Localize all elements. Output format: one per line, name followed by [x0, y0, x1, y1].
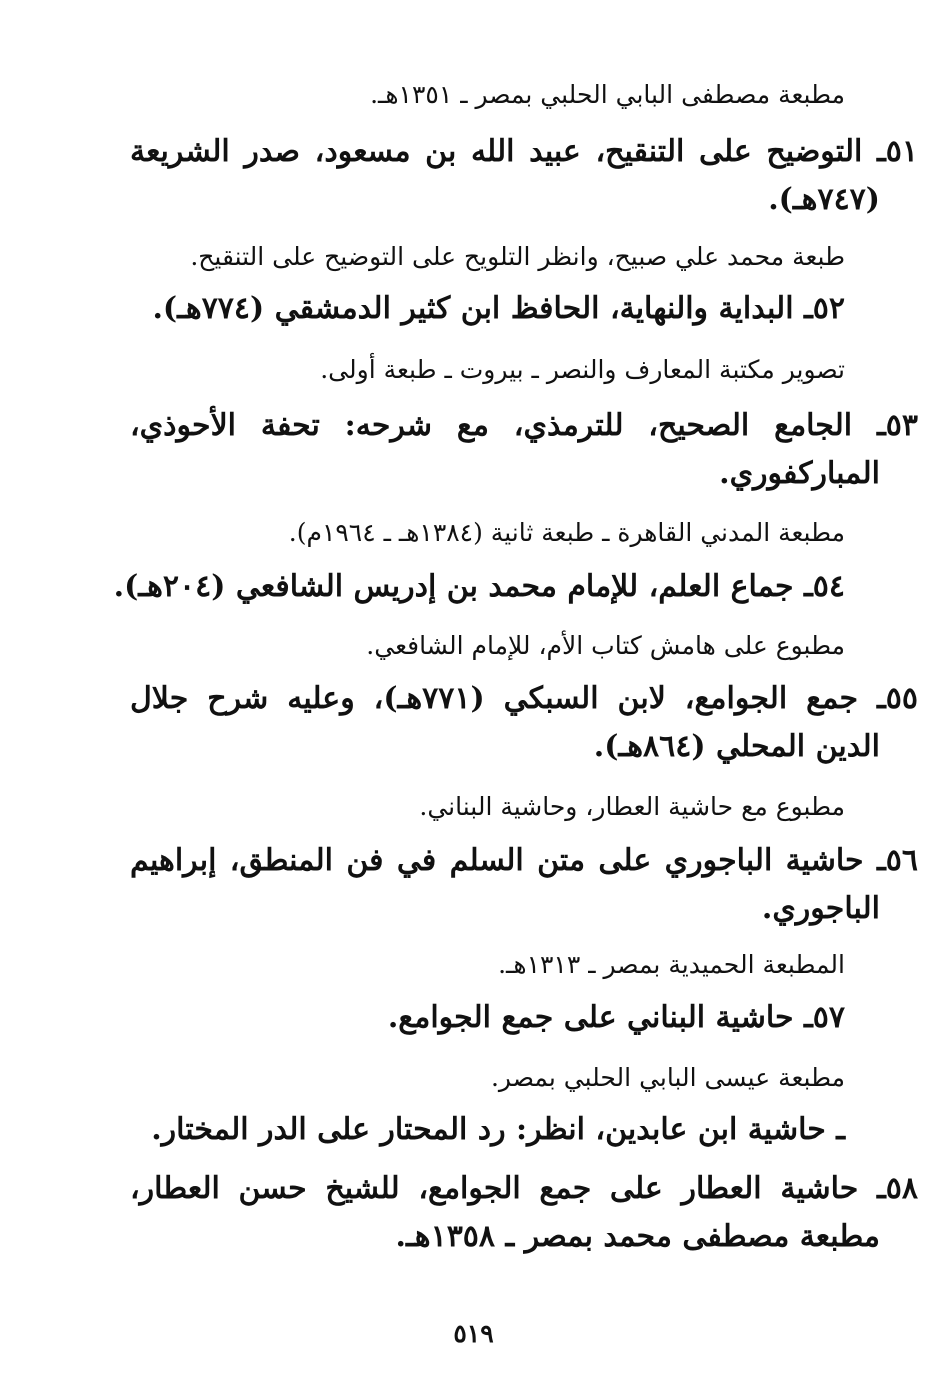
bibliography-entry-57: ٥٧ـ حاشية البناني على جمع الجوامع.	[387, 1000, 845, 1035]
cross-reference-entry: ـ حاشية ابن عابدين، انظر: رد المحتار على الدر المختار.	[151, 1112, 845, 1147]
bibliography-entry-58: ٥٨ـ حاشية العطار على جمع الجوامع، للشيخ حسن العطار، مطبعة مصطفى محمد بمصر ـ ١٣٥٨هـ.	[130, 1171, 918, 1254]
reference-note-54: مطبوع على هامش كتاب الأم، للإمام الشافعي.	[366, 631, 845, 660]
bibliography-entry-52: ٥٢ـ البداية والنهاية، الحافظ ابن كثير الدمشقي (٧٧٤هـ).	[152, 291, 845, 326]
bibliography-entry-54: ٥٤ـ جماع العلم، للإمام محمد بن إدريس الشافعي (٢٠٤هـ).	[113, 569, 845, 604]
bibliography-entry-53: ٥٣ـ الجامع الصحيح، للترمذي، مع شرحه: تحفة الأحوذي، المباركفوري.	[130, 408, 918, 491]
reference-note-50: مطبعة مصطفى البابي الحلبي بمصر ـ ١٣٥١هـ.	[370, 80, 845, 109]
bibliography-entry-51: ٥١ـ التوضيح على التنقيح، عبيد الله بن مسعود، صدر الشريعة (٧٤٧هـ).	[130, 134, 918, 217]
reference-note-53: مطبعة المدني القاهرة ـ طبعة ثانية (١٣٨٤هـ ـ ١٩٦٤م).	[288, 518, 845, 547]
reference-note-56: المطبعة الحميدية بمصر ـ ١٣١٣هـ.	[498, 950, 845, 979]
bibliography-entry-55: ٥٥ـ جمع الجوامع، لابن السبكي (٧٧١هـ)، وعليه شرح جلال الدين المحلي (٨٦٤هـ).	[130, 681, 918, 764]
page-number: ٥١٩	[453, 1319, 494, 1348]
reference-note-51: طبعة محمد علي صبيح، وانظر التلويح على التوضيح على التنقيح.	[190, 242, 845, 271]
reference-note-52: تصوير مكتبة المعارف والنصر ـ بيروت ـ طبعة أولى.	[320, 355, 845, 384]
reference-note-55: مطبوع مع حاشية العطار، وحاشية البناني.	[419, 792, 845, 821]
bibliography-entry-56: ٥٦ـ حاشية الباجوري على متن السلم في فن المنطق، إبراهيم الباجوري.	[130, 843, 918, 926]
reference-note-57: مطبعة عيسى البابي الحلبي بمصر.	[490, 1063, 845, 1092]
